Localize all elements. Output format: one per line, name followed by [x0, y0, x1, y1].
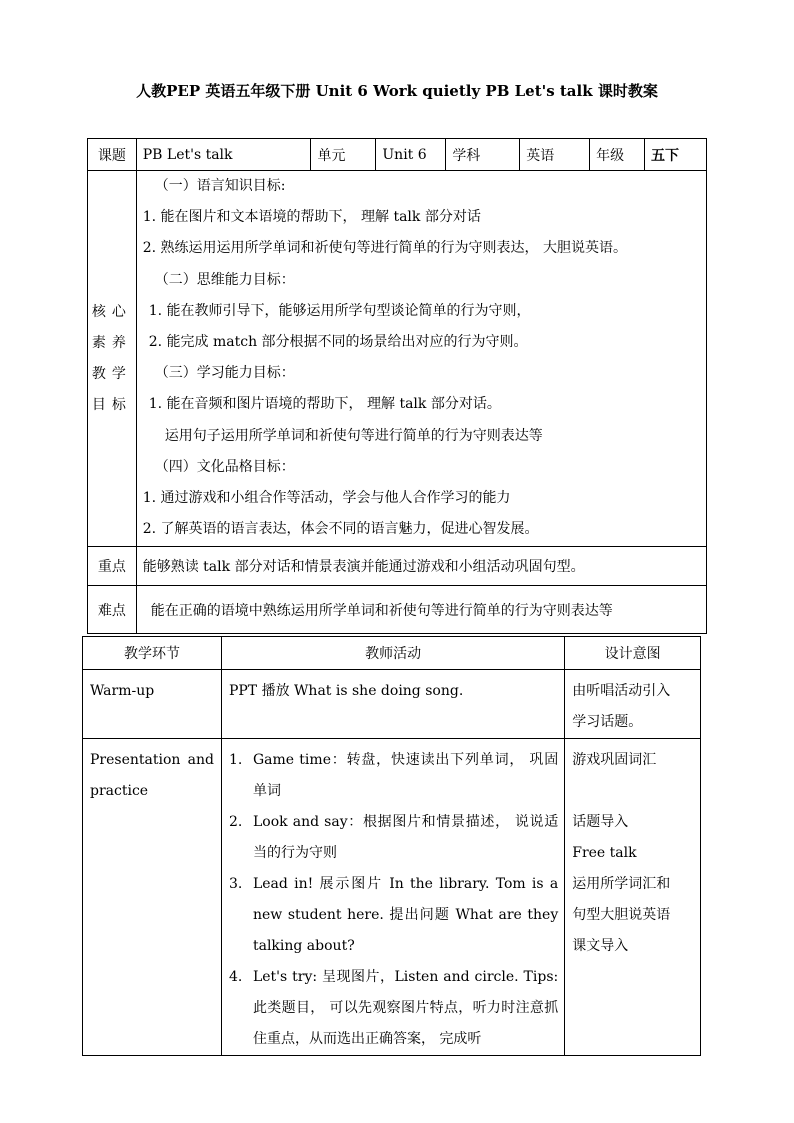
presentation-intent: 游戏巩固词汇 话题导入 Free talk 运用所学词汇和 句型大胆说英语 课文导入: [565, 739, 701, 1056]
topic-value: PB Let's talk: [136, 139, 311, 171]
step-item: 4. Let's try: 呈现图片，Listen and circle. Tips: 此类题目， 可以先观察图片特点，听力时注意抓住重点，从而选出正确答案， 完成听: [228, 969, 559, 1047]
difficulty-label: 难点: [88, 586, 137, 634]
unit-value: Unit 6: [376, 139, 446, 171]
subject-value: 英语: [520, 139, 590, 171]
grade-value: 五下: [645, 139, 707, 171]
goal-heading-learning: （三）学习能力目标：: [154, 365, 295, 382]
presentation-stage: Presentation and practice: [83, 739, 222, 1056]
goal-line: 1. 能在教师引导下，能够运用所学句型谈论简单的行为守则，: [148, 302, 531, 319]
step-item: 2. Look and say：根据图片和情景描述， 说说适当的行为守则: [228, 814, 559, 861]
teaching-process-table: [82, 636, 701, 1056]
goal-line: 1. 通过游戏和小组合作等活动，学会与他人合作学习的能力: [142, 490, 511, 507]
goal-line: 1. 能在图片和文本语境的帮助下， 理解 talk 部分对话: [142, 209, 481, 226]
difficulty-text: 能在正确的语境中熟练运用所学单词和祈使句等进行简单的行为守则表达等: [136, 586, 706, 634]
goal-line: 运用句子运用所学单词和祈使句等进行简单的行为守则表达等: [164, 427, 543, 444]
key-point-text: 能够熟读 talk 部分对话和情景表演并能通过游戏和小组活动巩固句型。: [136, 547, 706, 586]
goal-line: 1. 能在音频和图片语境的帮助下， 理解 talk 部分对话。: [148, 396, 501, 413]
goal-line: 2. 了解英语的语言表达，体会不同的语言魅力，促进心智发展。: [142, 521, 539, 538]
warmup-activity: PPT 播放 What is she doing song.: [221, 670, 564, 739]
warmup-intent: 由听唱活动引入 学习话题。: [565, 670, 701, 739]
step-item: 3. Lead in! 展示图片 In the library. Tom is a new student here. 提出问题 What are they talking about?: [228, 876, 559, 954]
header-design-intent: 设计意图: [565, 637, 701, 670]
header-stage: 教学环节: [83, 637, 222, 670]
header-teacher-activity: 教师活动: [221, 637, 564, 670]
goal-line: 2. 能完成 match 部分根据不同的场景给出对应的行为守则。: [148, 334, 528, 351]
step-item: 1. Game time：转盘，快速读出下列单词， 巩固单词: [228, 752, 559, 799]
core-goals-content: [136, 171, 706, 547]
core-goals-label: 核心 素养 教学 目标: [88, 171, 137, 547]
unit-label: 单元: [311, 139, 376, 171]
presentation-activity: [221, 739, 564, 1056]
goal-heading-thinking: （二）思维能力目标：: [154, 271, 295, 288]
topic-label: 课题: [88, 139, 137, 171]
goal-heading-culture: （四）文化品格目标：: [154, 458, 295, 475]
warmup-stage: Warm-up: [83, 670, 222, 739]
key-point-label: 重点: [88, 547, 137, 586]
goal-line: 2. 熟练运用运用所学单词和祈使句等进行简单的行为守则表达， 大胆说英语。: [142, 240, 627, 257]
document-title: 人教PEP 英语五年级下册 Unit 6 Work quietly PB Let's talk 课时教案: [136, 82, 658, 100]
goal-heading-language: （一）语言知识目标:: [154, 178, 286, 194]
grade-label: 年级: [590, 139, 645, 171]
lesson-info-table: [87, 138, 707, 634]
subject-label: 学科: [446, 139, 520, 171]
